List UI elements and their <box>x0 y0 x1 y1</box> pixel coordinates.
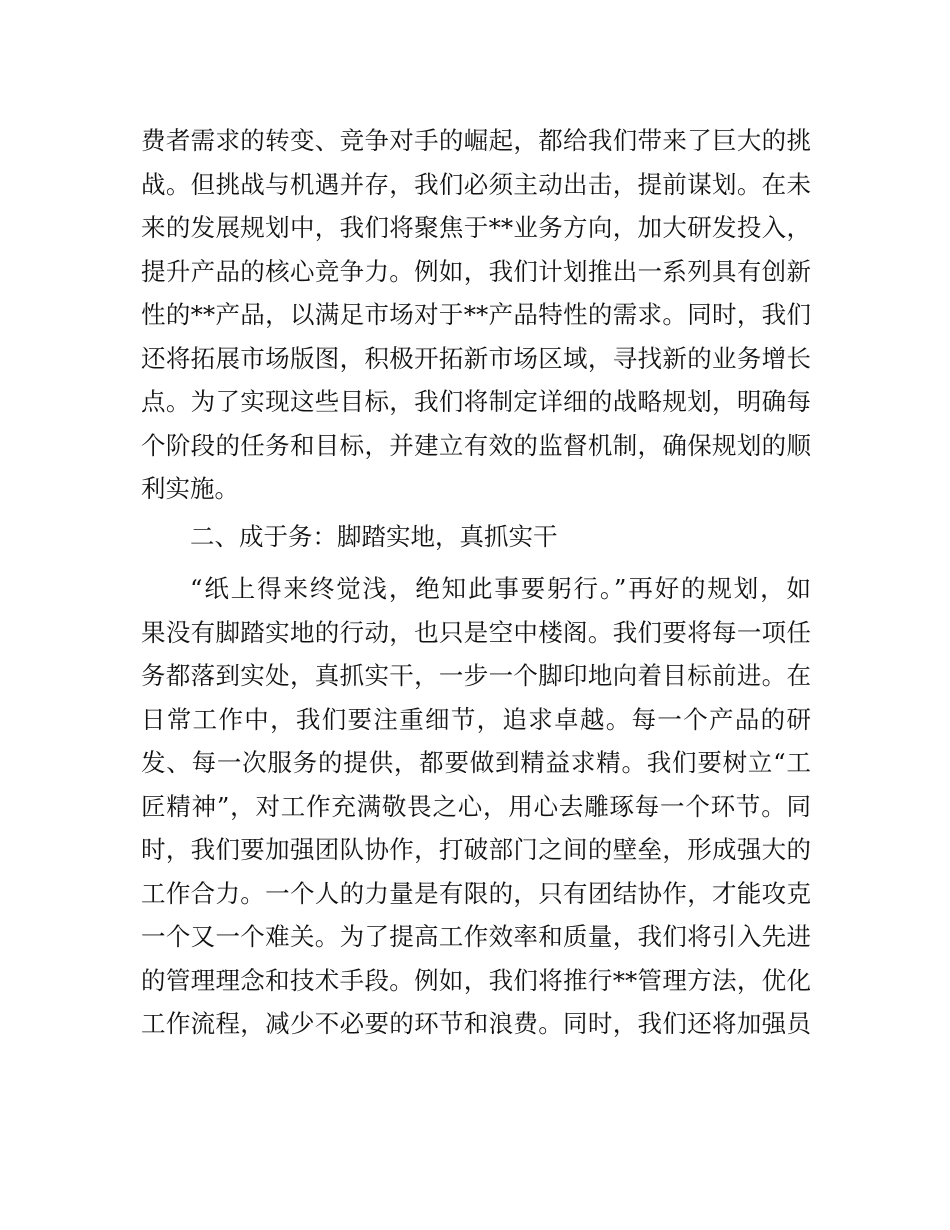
paragraph-line: 工作合力。一个人的力量是有限的，只有团结协作，才能攻克 <box>141 878 811 908</box>
paragraph-2 <box>141 567 811 1046</box>
paragraph-line: 发、每一次服务的提供，都要做到精益求精。我们要树立“工 <box>141 748 811 777</box>
paragraph-line: 利实施。 <box>141 474 239 503</box>
paragraph-1 <box>141 119 811 511</box>
paragraph-line: 匠精神”，对工作充满敬畏之心，用心去雕琢每一个环节。同 <box>141 791 811 821</box>
paragraph-line: 还将拓展市场版图，积极开拓新市场区域，寻找新的业务增长 <box>141 343 811 373</box>
paragraph-line: 战。但挑战与机遇并存，我们必须主动出击，提前谋划。在未 <box>141 169 811 199</box>
paragraph-line: 费者需求的转变、竞争对手的崛起，都给我们带来了巨大的挑 <box>141 126 811 155</box>
paragraph-line: 务都落到实处，真抓实干，一步一个脚印地向着目标前进。在 <box>141 661 811 690</box>
paragraph-line: 时，我们要加强团队协作，打破部门之间的壁垒，形成强大的 <box>141 835 811 864</box>
paragraph-line: 工作流程，减少不必要的环节和浪费。同时，我们还将加强员 <box>141 1009 811 1038</box>
paragraph-line: 点。为了实现这些目标，我们将制定详细的战略规划，明确每 <box>141 387 811 416</box>
section-heading: 二、成于务：脚踏实地，真抓实干 <box>190 522 558 551</box>
paragraph-line: 性的**产品，以满足市场对于**产品特性的需求。同时，我们 <box>141 300 811 329</box>
paragraph-line: 一个又一个难关。为了提高工作效率和质量，我们将引入先进 <box>141 922 811 951</box>
paragraph-line: 来的发展规划中，我们将聚焦于**业务方向，加大研发投入， <box>141 213 811 242</box>
paragraph-line: “纸上得来终觉浅，绝知此事要躬行。”再好的规划，如 <box>190 574 811 603</box>
paragraph-line: 日常工作中，我们要注重细节，追求卓越。每一个产品的研 <box>141 704 811 734</box>
paragraph-line: 的管理理念和技术手段。例如，我们将推行**管理方法，优化 <box>141 965 811 995</box>
paragraph-line: 提升产品的核心竞争力。例如，我们计划推出一系列具有创新 <box>141 256 811 286</box>
paragraph-line: 果没有脚踏实地的行动，也只是空中楼阁。我们要将每一项任 <box>141 617 811 647</box>
paragraph-line: 个阶段的任务和目标，并建立有效的监督机制，确保规划的顺 <box>141 430 811 460</box>
